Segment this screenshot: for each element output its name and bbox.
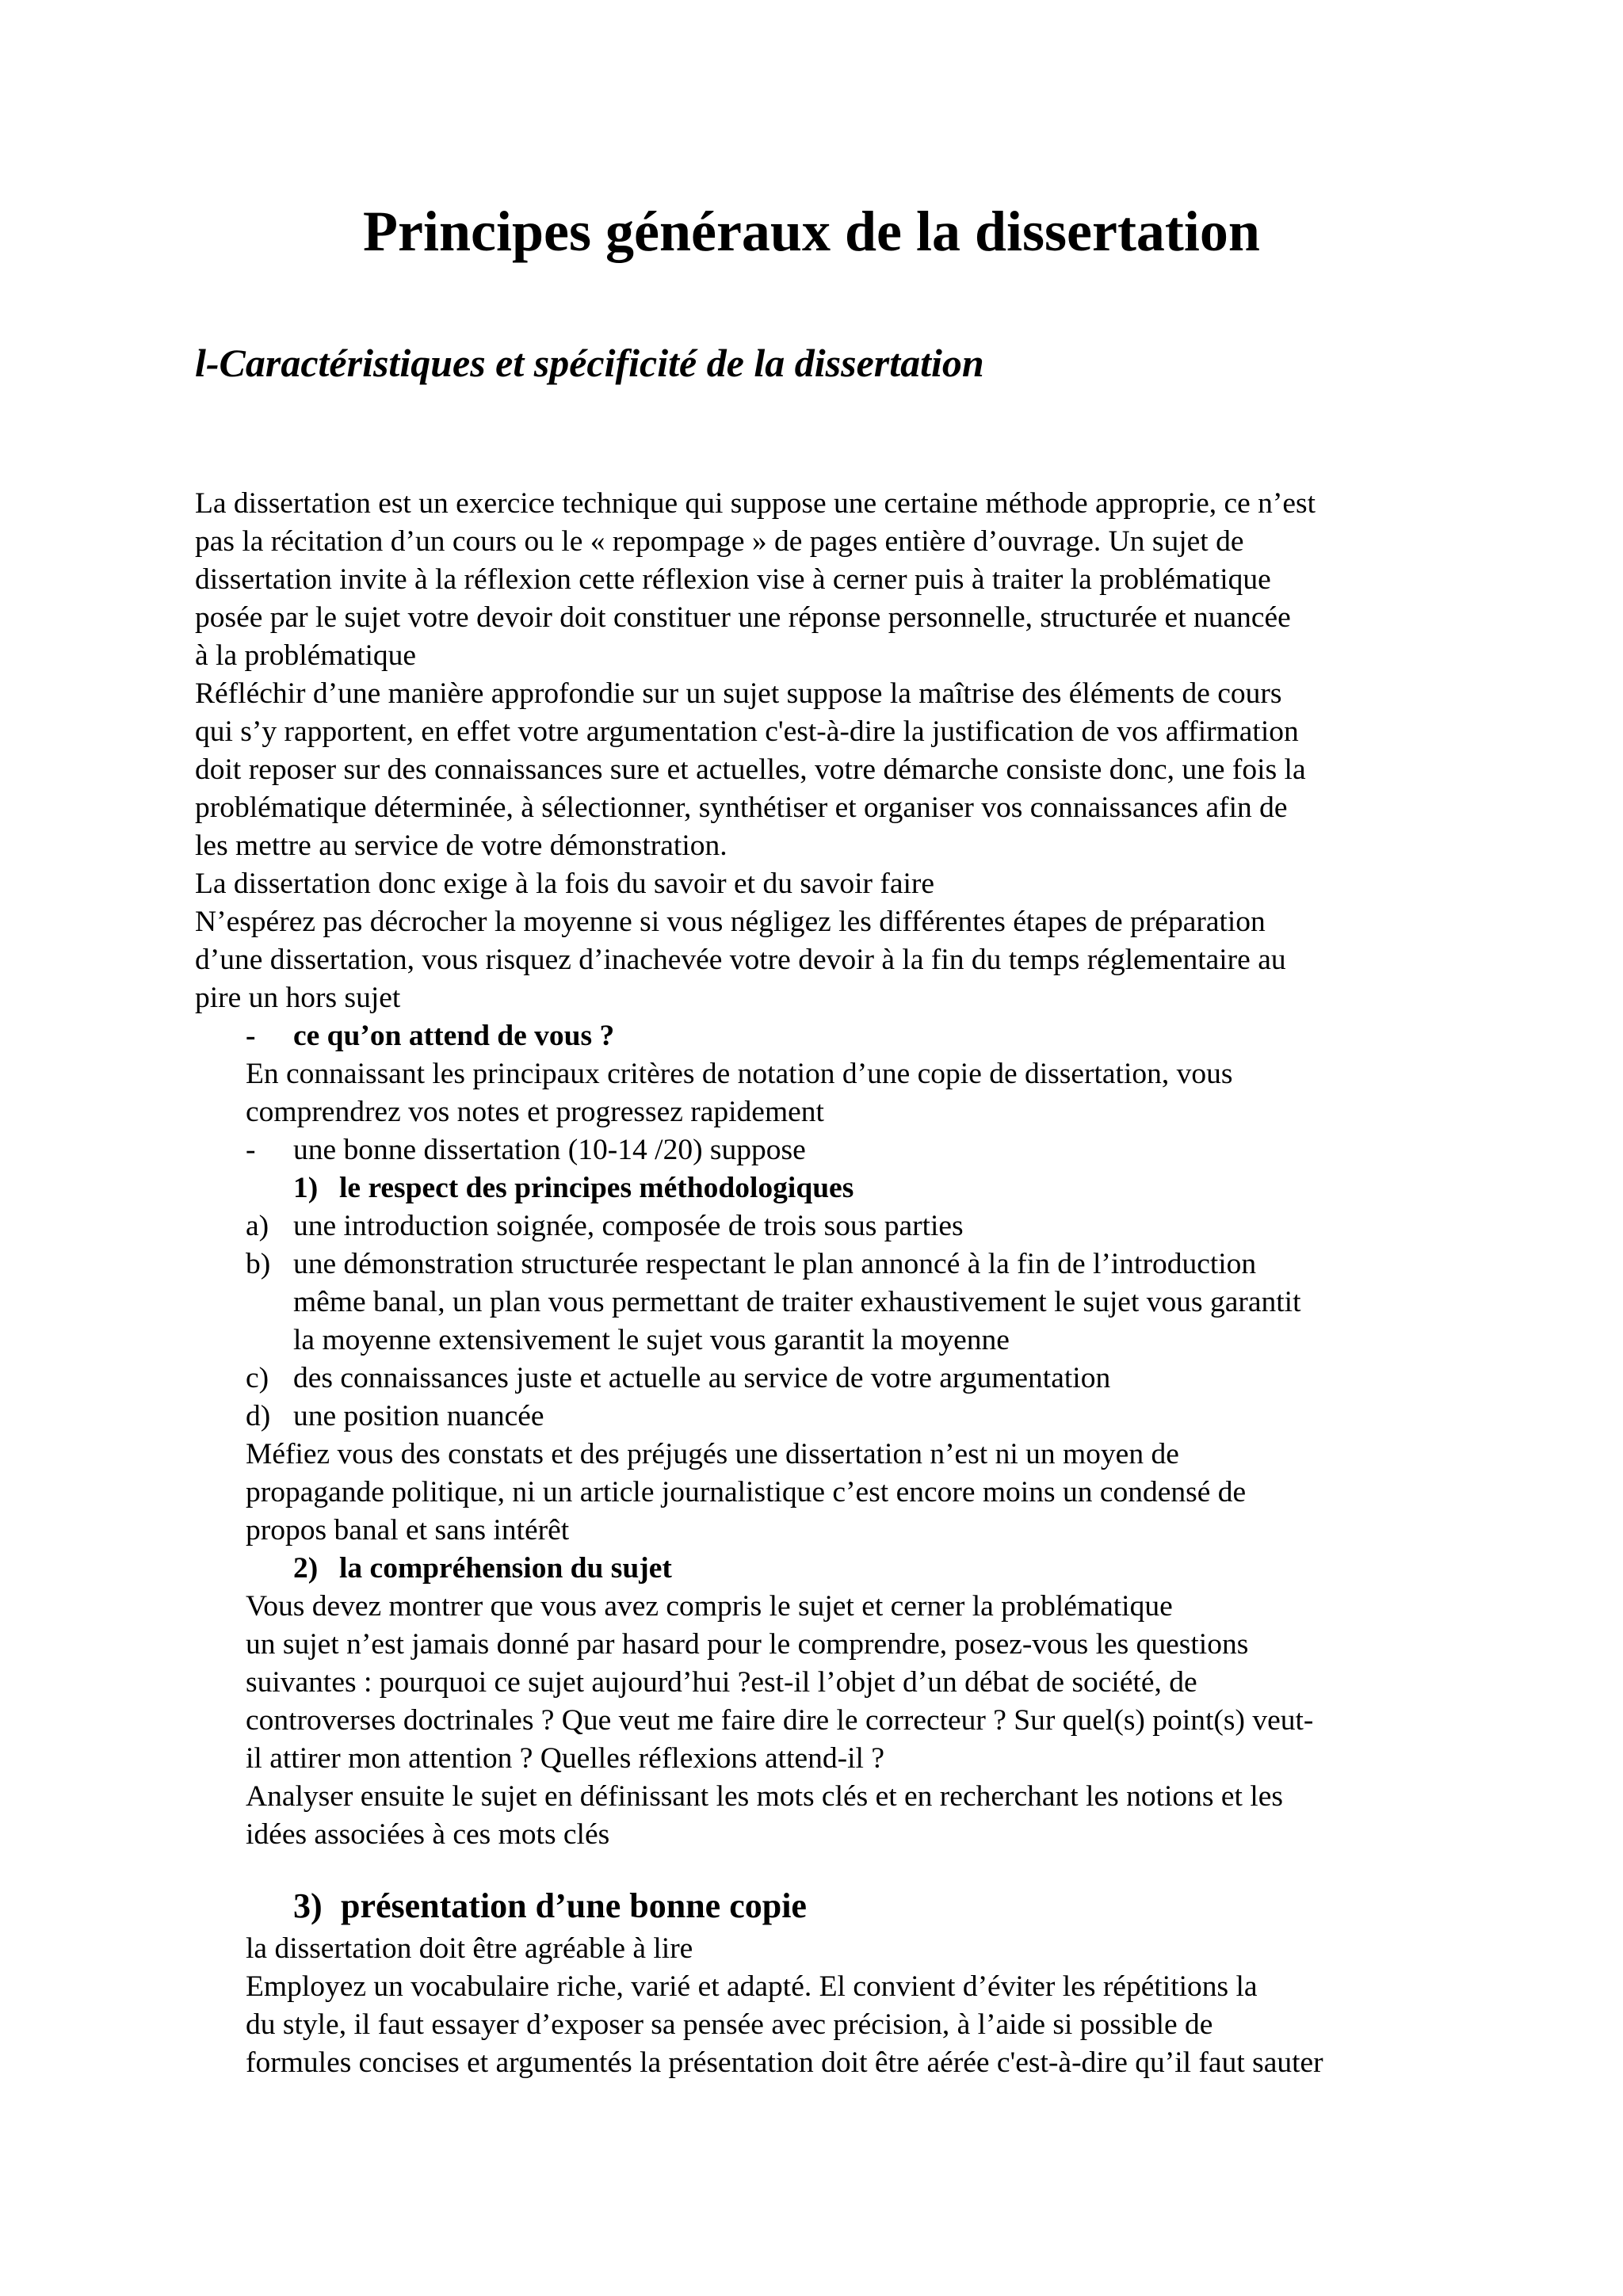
body-line: controverses doctrinales ? Que veut me faire dire le correcteur ? Sur quel(s) point(s) veut- [246, 1704, 1314, 1737]
body-line: du style, il faut essayer d’exposer sa pensée avec précision, à l’aide si possible de [246, 2008, 1213, 2041]
list-item: une démonstration structurée respectant le plan annoncé à la fin de l’introduction [293, 1248, 1257, 1280]
body-line: Vous devez montrer que vous avez compris le sujet et cerner la problématique [246, 1590, 1173, 1623]
body-line: dissertation invite à la réflexion cette réflexion vise à cerner puis à traiter la problématique [195, 563, 1271, 596]
body-line: propagande politique, ni un article journalistique c’est encore moins un condensé de [246, 1476, 1247, 1508]
list-marker: c) [246, 1362, 269, 1394]
subsection-heading: la compréhension du sujet [339, 1552, 672, 1585]
body-line: doit reposer sur des connaissances sure et actuelles, votre démarche consiste donc, une fois la [195, 753, 1306, 786]
body-line: Employez un vocabulaire riche, varié et adapté. El convient d’éviter les répétitions la [246, 1970, 1258, 2003]
body-line: Analyser ensuite le sujet en définissant les mots clés et en recherchant les notions et les [246, 1780, 1283, 1813]
list-item: une introduction soignée, composée de trois sous parties [293, 1210, 964, 1242]
body-line: les mettre au service de votre démonstration. [195, 830, 727, 862]
list-item: des connaissances juste et actuelle au service de votre argumentation [293, 1362, 1111, 1394]
document-title: Principes généraux de la dissertation [363, 200, 1260, 263]
list-item: une position nuancée [293, 1400, 544, 1432]
body-line: idées associées à ces mots clés [246, 1818, 610, 1851]
body-line: formules concises et argumentés la présentation doit être aérée c'est-à-dire qu’il faut sauter [246, 2046, 1323, 2079]
body-line: la dissertation doit être agréable à lire [246, 1932, 693, 1965]
list-item: la moyenne extensivement le sujet vous garantit la moyenne [293, 1324, 1010, 1356]
body-line: problématique déterminée, à sélectionner, synthétiser et organiser vos connaissances afin de [195, 791, 1288, 824]
bullet-heading: ce qu’on attend de vous ? [293, 1020, 615, 1052]
list-marker: d) [246, 1400, 271, 1432]
subsection-number: 2) [293, 1552, 319, 1585]
subsection-heading: le respect des principes méthodologiques [339, 1172, 854, 1204]
list-marker: a) [246, 1210, 269, 1242]
body-line: à la problématique [195, 639, 417, 672]
subsection-number: 3) [293, 1886, 323, 1925]
bullet-marker: - [246, 1134, 256, 1166]
body-line: Réfléchir d’une manière approfondie sur un sujet suppose la maîtrise des éléments de cours [195, 677, 1282, 710]
body-line: qui s’y rapportent, en effet votre argumentation c'est-à-dire la justification de vos affirmation [195, 715, 1299, 748]
body-line: posée par le sujet votre devoir doit constituer une réponse personnelle, structurée et nuancée [195, 601, 1291, 634]
body-line: pire un hors sujet [195, 982, 401, 1014]
section-heading: l-Caractéristiques et spécificité de la dissertation [195, 341, 984, 385]
body-line: En connaissant les principaux critères de notation d’une copie de dissertation, vous [246, 1058, 1233, 1090]
body-line: N’espérez pas décrocher la moyenne si vous négligez les différentes étapes de préparation [195, 906, 1266, 938]
bullet-marker: - [246, 1020, 256, 1052]
subsection-number: 1) [293, 1172, 319, 1204]
bullet-text: une bonne dissertation (10-14 /20) suppose [293, 1134, 806, 1166]
body-line: suivantes : pourquoi ce sujet aujourd’hui ?est-il l’objet d’un débat de société, de [246, 1666, 1197, 1699]
subsection-heading: présentation d’une bonne copie [341, 1886, 807, 1925]
list-item: même banal, un plan vous permettant de traiter exhaustivement le sujet vous garantit [293, 1286, 1301, 1318]
body-line: comprendrez vos notes et progressez rapidement [246, 1096, 824, 1128]
list-marker: b) [246, 1248, 271, 1280]
body-line: Méfiez vous des constats et des préjugés une dissertation n’est ni un moyen de [246, 1438, 1179, 1470]
body-line: un sujet n’est jamais donné par hasard pour le comprendre, posez-vous les questions [246, 1628, 1249, 1661]
body-line: propos banal et sans intérêt [246, 1514, 570, 1547]
body-line: d’une dissertation, vous risquez d’inachevée votre devoir à la fin du temps réglementaire au [195, 944, 1286, 976]
body-line: La dissertation donc exige à la fois du savoir et du savoir faire [195, 868, 935, 900]
body-line: La dissertation est un exercice technique qui suppose une certaine méthode approprie, ce n’est [195, 487, 1316, 520]
body-line: pas la récitation d’un cours ou le « repompage » de pages entière d’ouvrage. Un sujet de [195, 525, 1244, 558]
body-line: il attirer mon attention ? Quelles réflexions attend-il ? [246, 1742, 884, 1775]
